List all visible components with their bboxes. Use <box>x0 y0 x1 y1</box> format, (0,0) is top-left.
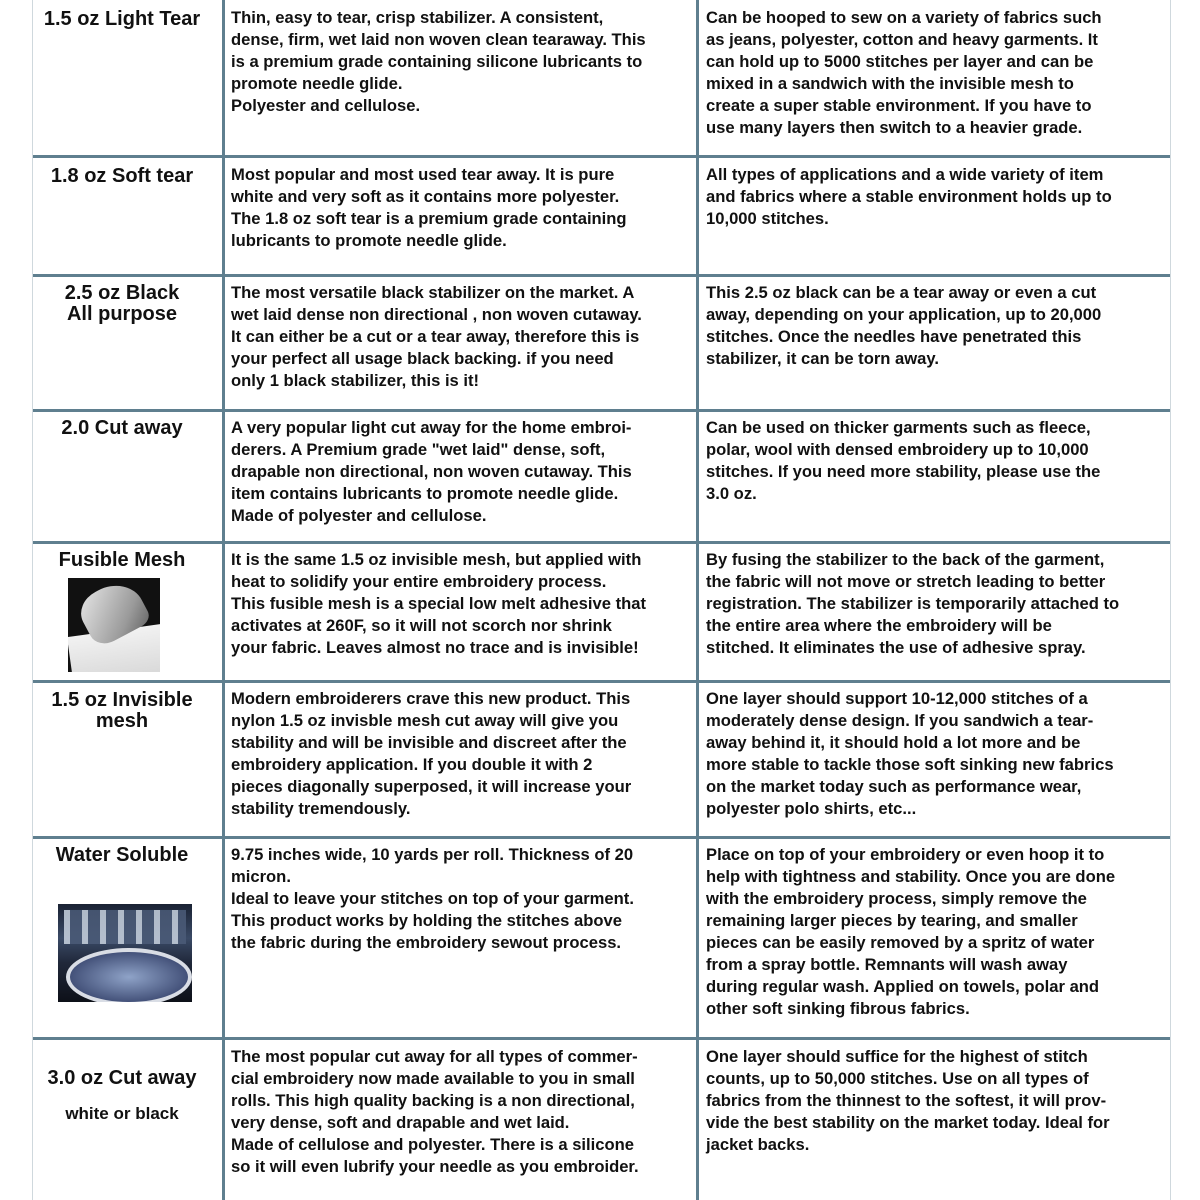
product-description: It is the same 1.5 oz invisible mesh, but applied with heat to solidify your entire embroidery process. This fusible mesh is a special low melt adhesive that activates at 260F, so it will not scorch nor shrink your fabric. Leaves almost no trace and is invisible! <box>231 550 646 657</box>
product-usage: This 2.5 oz black can be a tear away or even a cut away, depending on your application, up to 20,000 stitches. Once the needles have penetrated this stabilizer, it can be torn away. <box>706 283 1102 368</box>
product-name-text: 3.0 oz Cut away <box>47 1067 197 1089</box>
product-usage: By fusing the stabilizer to the back of the garment, the fabric will not move or stretch leading to better registration. The stabilizer is temporarily attached to the entire area where the embroidery will be stitched. It eliminates the use of adhesive spray. <box>706 550 1120 657</box>
product-name-subtitle: white or black <box>65 1104 179 1123</box>
table-row <box>0 543 1200 682</box>
table-row <box>0 1039 1200 1200</box>
product-description: Modern embroiderers crave this new product. This nylon 1.5 oz invisble mesh cut away will give you stability and will be invisible and discreet after the embroidery application. If you double it with 2 pieces diagonally superposed, it will increase your stability tremendously. <box>231 689 632 818</box>
product-description: Most popular and most used tear away. It is pure white and very soft as it contains more polyester. The 1.8 oz soft tear is a premium grade containing lubricants to promote needle glide. <box>231 165 627 250</box>
table-row <box>0 0 1200 157</box>
embroidery-hoop-shape <box>66 948 192 1002</box>
product-description: Thin, easy to tear, crisp stabilizer. A consistent, dense, firm, wet laid non woven clean tearaway. This is a premium grade containing silicone lubricants to promote needle glide. Polyester and cellulose. <box>231 8 646 115</box>
embroidery-needles-shape <box>64 910 186 944</box>
product-description: 9.75 inches wide, 10 yards per roll. Thickness of 20 micron. Ideal to leave your stitches on top of your garment. This product works by holding the stitches above the fabric during the embroidery sewout process. <box>231 845 634 952</box>
table-row <box>0 838 1200 1039</box>
product-name: 1.5 oz Light Tear <box>43 8 201 30</box>
table-row <box>0 411 1200 543</box>
table-row <box>0 158 1200 275</box>
product-name: 2.0 Cut away <box>61 417 183 439</box>
product-usage: One layer should support 10-12,000 stitches of a moderately dense design. If you sandwich a tear- away behind it, it should hold a lot more and be more stable to tackle those soft sinking new fabrics on the market today such as performance wear, polyester polo shirts, etc... <box>706 689 1114 818</box>
product-usage: Can be hooped to sew on a variety of fabrics such as jeans, polyester, cotton and heavy garments. It can hold up to 5000 stitches per layer and can be mixed in a sandwich with the invisible mesh to create a super stable environment. If you have to use many layers then switch to a heavier grade. <box>706 8 1102 137</box>
product-name: 2.5 oz Black All purpose <box>64 282 180 325</box>
product-description: A very popular light cut away for the home embroi- derers. A Premium grade "wet laid" dense, soft, drapable non directional, non woven cutaway. This item contains lubricants to promote needle glide. Made of polyester and cellulose. <box>231 418 632 525</box>
product-description: The most popular cut away for all types of commer- cial embroidery now made available to you in small rolls. This high quality backing is a non directional, very dense, soft and drapable and wet laid. Made of cellulose and polyester. There is a silicone so it will even lubrify your needle as you embroider. <box>231 1047 639 1176</box>
product-name <box>34 1047 210 1145</box>
product-name: 1.5 oz Invisible mesh <box>51 689 193 732</box>
product-usage: One layer should suffice for the highest of stitch counts, up to 50,000 stitches. Use on all types of fabrics from the thinnest to the softest, it will prov- vide the best stability on the market today. Ideal for jacket backs. <box>706 1047 1110 1154</box>
product-name: Fusible Mesh <box>58 549 186 571</box>
table-row <box>0 275 1200 411</box>
table-row <box>0 682 1200 838</box>
water-soluble-photo <box>58 904 192 1002</box>
product-usage: Place on top of your embroidery or even hoop it to help with tightness and stability. Once you are done with the embroidery process, simply remove the remaining larger pieces by tearing, and smaller pieces can be easily removed by a spritz of water from a spray bottle. Remnants will wash away during regular wash. Applied on towels, polar and other soft sinking fibrous fabrics. <box>706 845 1116 1018</box>
product-usage: All types of applications and a wide variety of item and fabrics where a stable environment holds up to 10,000 stitches. <box>706 165 1112 228</box>
product-description: The most versatile black stabilizer on the market. A wet laid dense non directional , non woven cutaway. It can either be a cut or a tear away, therefore this is your perfect all usage black backing. if you need only 1 black stabilizer, this is it! <box>231 283 642 390</box>
product-name: 1.8 oz Soft tear <box>50 165 194 187</box>
product-usage: Can be used on thicker garments such as fleece, polar, wool with densed embroidery up to 10,000 stitches. If you need more stability, please use the 3.0 oz. <box>706 418 1101 503</box>
fusible-mesh-photo <box>68 578 160 672</box>
product-name: Water Soluble <box>55 844 189 866</box>
